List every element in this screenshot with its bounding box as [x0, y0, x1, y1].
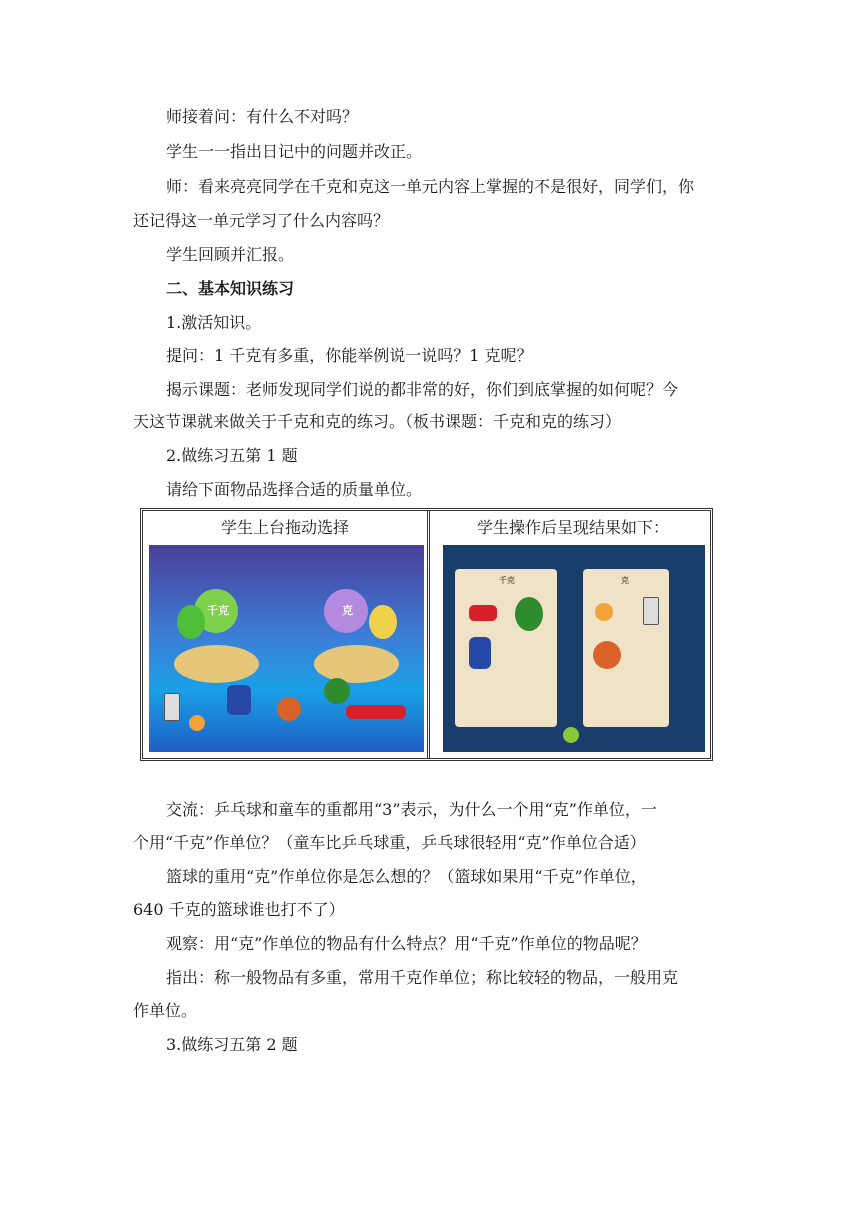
paragraph-continued: 还记得这一单元学习了什么内容吗？: [133, 211, 390, 230]
paragraph: 篮球的重用“克”作单位你是怎么想的？（篮球如果用“千克”作单位，: [166, 867, 647, 886]
paragraph: 师：看来亮亮同学在千克和克这一单元内容上掌握的不是很好，同学们，你: [166, 177, 695, 196]
result-screenshot-image: [443, 545, 705, 752]
paragraph: 提问：1 千克有多重，你能举例说一说吗？1 克呢？: [166, 346, 533, 365]
paragraph: 观察：用“克”作单位的物品有什么特点？用“千克”作单位的物品呢？: [166, 934, 647, 953]
paragraph: 学生回顾并汇报。: [166, 245, 295, 264]
cell-title: 学生操作后呈现结果如下：: [476, 518, 669, 537]
label-kg: 千克: [499, 576, 515, 585]
paragraph: 3.做练习五第 2 题: [166, 1035, 298, 1054]
exercise-table: [140, 508, 713, 761]
label-kg: 千克: [207, 604, 229, 617]
table-cell-right: [433, 511, 713, 758]
paragraph: 2.做练习五第 1 题: [166, 446, 298, 465]
paragraph: 交流：乒乓球和童车的重都用“3”表示，为什么一个用“克”作单位，一: [166, 800, 657, 819]
label-g: 克: [621, 576, 629, 585]
paragraph-continued: 作单位。: [133, 1001, 198, 1020]
cell-title: 学生上台拖动选择: [220, 518, 349, 537]
paragraph: 揭示课题：老师发现同学们说的都非常的好，你们到底掌握的如何呢？今: [166, 380, 679, 399]
paragraph-continued: 天这节课就来做关于千克和克的练习。（板书课题：千克和克的练习）: [133, 412, 622, 431]
paragraph: 1.激活知识。: [166, 313, 262, 332]
paragraph: 请给下面物品选择合适的质量单位。: [166, 480, 423, 499]
paragraph: 指出：称一般物品有多重，常用千克作单位；称比较轻的物品，一般用克: [166, 968, 679, 987]
table-cell-left: [143, 511, 430, 758]
paragraph: 学生一一指出日记中的问题并改正。: [166, 142, 423, 161]
paragraph: 师接着问：有什么不对吗？: [166, 107, 359, 126]
label-g: 克: [342, 604, 353, 617]
game-screenshot-image: [149, 545, 424, 752]
paragraph-continued: 个用“千克”作单位？（童车比乒乓球重，乒乓球很轻用“克”作单位合适）: [133, 833, 646, 852]
section-heading: 二、基本知识练习: [166, 279, 295, 298]
paragraph-continued: 640 千克的篮球谁也打不了）: [133, 900, 345, 919]
